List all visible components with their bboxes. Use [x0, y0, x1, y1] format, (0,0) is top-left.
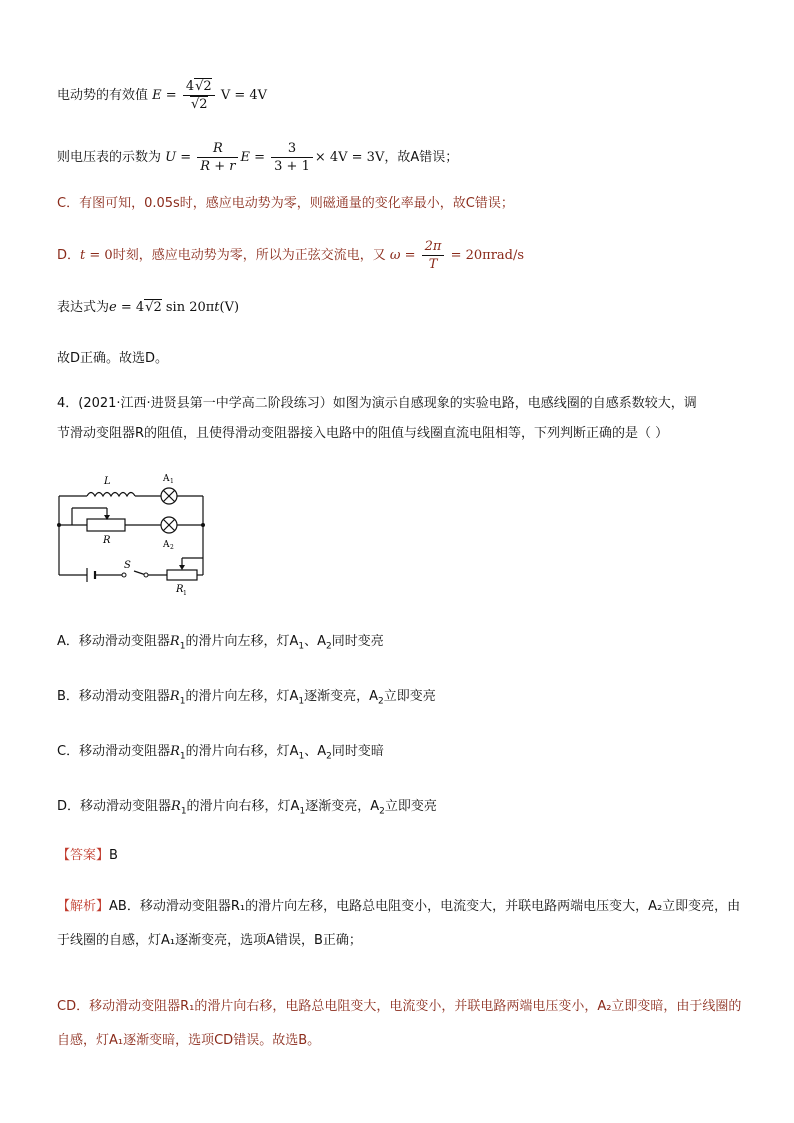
- fraction-numerator: 2π: [422, 238, 445, 256]
- effective-emf-line: [57, 78, 267, 113]
- fraction-numerator: 3: [271, 140, 313, 158]
- analysis-paragraph-1: [57, 890, 747, 958]
- label-a2-sub: 2: [170, 544, 174, 551]
- question-4-line2: 节滑动变阻器R的阻值，且使得滑动变阻器接入电路中的阻值与线圈直流电阻相等，下列判断正确的是（ ）: [57, 426, 669, 441]
- analysis-paragraph-2: CD．移动滑动变阻器R₁的滑片向右移，电路总电阻变大，电流变小，并联电路两端电压变小，A₂立即变暗，由于线圈的自感，灯A₁逐渐变暗，选项CD错误。故选B。: [57, 999, 742, 1048]
- text-prefix: 则电压表的示数为: [57, 150, 162, 165]
- fraction-denominator: T: [428, 257, 438, 272]
- fraction: [183, 78, 215, 113]
- symbol-t: t: [80, 248, 86, 263]
- option-a: A．移动滑动变阻器$R_1$的滑片向左移，灯$A_1$、$A_2$同时变亮: [57, 634, 384, 652]
- coefficient: 4: [185, 79, 195, 94]
- equals: =: [400, 248, 420, 263]
- symbol-e: E: [152, 88, 162, 103]
- symbol-t: t: [214, 300, 220, 315]
- analysis-tag: 【解析】: [57, 899, 110, 914]
- symbol-e: E: [240, 150, 250, 165]
- question-4-line1: 4．(2021·江西·进贤县第一中学高二阶段练习）如图为演示自感现象的实验电路，电感线圈的自感系数较大，调: [57, 396, 697, 411]
- label-r1: R: [176, 584, 184, 595]
- expression-sin: sin 20π: [161, 300, 215, 315]
- fraction-denominator: 3 + 1: [274, 159, 310, 174]
- resistor-r: [87, 519, 125, 531]
- lamp-a1: [161, 488, 177, 504]
- label-a2: A: [163, 540, 170, 550]
- fraction-r: [197, 140, 238, 175]
- circuit-diagram: [52, 468, 222, 598]
- fraction-omega: [422, 238, 445, 273]
- slider-arrow-r1: [179, 565, 185, 570]
- text-prefix: 表达式为: [57, 300, 110, 315]
- answer-value: B: [109, 848, 118, 863]
- option-c-explanation: C．有图可知，0.05s时，感应电动势为零，则磁通量的变化率最小，故C错误；: [57, 196, 514, 211]
- text-prefix: D．: [57, 248, 81, 263]
- unit: (V): [219, 300, 240, 315]
- equals: =: [161, 88, 181, 103]
- expression-part: = 4: [116, 300, 145, 315]
- sqrt-denominator: √2: [190, 97, 208, 112]
- rheostat-r1: [167, 570, 197, 580]
- analysis-text-1: AB．移动滑动变阻器R₁的滑片向左移，电路总电阻变小，电流变大，并联电路两端电压变大，A₂立即变亮，由于线圈的自感，灯A₁逐渐变亮，选项A错误，B正确；: [57, 899, 741, 948]
- symbol-omega: ω: [389, 248, 401, 263]
- option-c: C．移动滑动变阻器$R_1$的滑片向右移，灯$A_1$、$A_2$同时变暗: [57, 744, 384, 762]
- text-prefix: 电动势的有效值: [57, 88, 149, 103]
- conclusion-line: 故D正确。故选D。: [57, 351, 169, 366]
- option-d: D．移动滑动变阻器$R_1$的滑片向右移，灯$A_1$逐渐变亮，$A_2$立即变亮: [57, 799, 437, 817]
- answer-tag: 【答案】: [57, 848, 110, 863]
- result: V = 4V: [220, 88, 268, 103]
- label-s: S: [124, 560, 131, 571]
- sqrt: √2: [145, 300, 162, 315]
- label-a1-sub: 1: [170, 478, 174, 485]
- lamp-a2: [161, 517, 177, 533]
- fraction-numerator: R: [197, 140, 238, 158]
- equals: =: [249, 150, 270, 165]
- label-r1-sub: 1: [183, 590, 187, 597]
- inductor-coil: [87, 493, 135, 497]
- text-suffix: ，故A错误；: [384, 150, 459, 165]
- option-b: B．移动滑动变阻器$R_1$的滑片向左移，灯$A_1$逐渐变亮，$A_2$立即变亮: [57, 689, 436, 707]
- label-a1: A: [163, 474, 170, 484]
- equals: =: [176, 150, 196, 165]
- answer-line: [57, 846, 118, 866]
- result: × 4V = 3V: [314, 150, 385, 165]
- symbol-e: e: [109, 300, 117, 315]
- label-r: R: [103, 535, 111, 546]
- text-middle: 时刻，感应电动势为零，所以为正弦交流电，又: [112, 248, 386, 263]
- symbol-u: U: [165, 150, 177, 165]
- voltmeter-reading-line: [57, 140, 458, 175]
- sqrt-numerator: √2: [195, 79, 212, 94]
- option-d-explanation: [57, 238, 524, 273]
- equals-zero: = 0: [85, 248, 113, 263]
- expression-line: [57, 298, 239, 318]
- label-l: L: [104, 476, 111, 487]
- result: = 20πrad/s: [446, 248, 525, 263]
- fraction-numbers: [271, 140, 313, 175]
- fraction-denominator: R + r: [200, 159, 236, 174]
